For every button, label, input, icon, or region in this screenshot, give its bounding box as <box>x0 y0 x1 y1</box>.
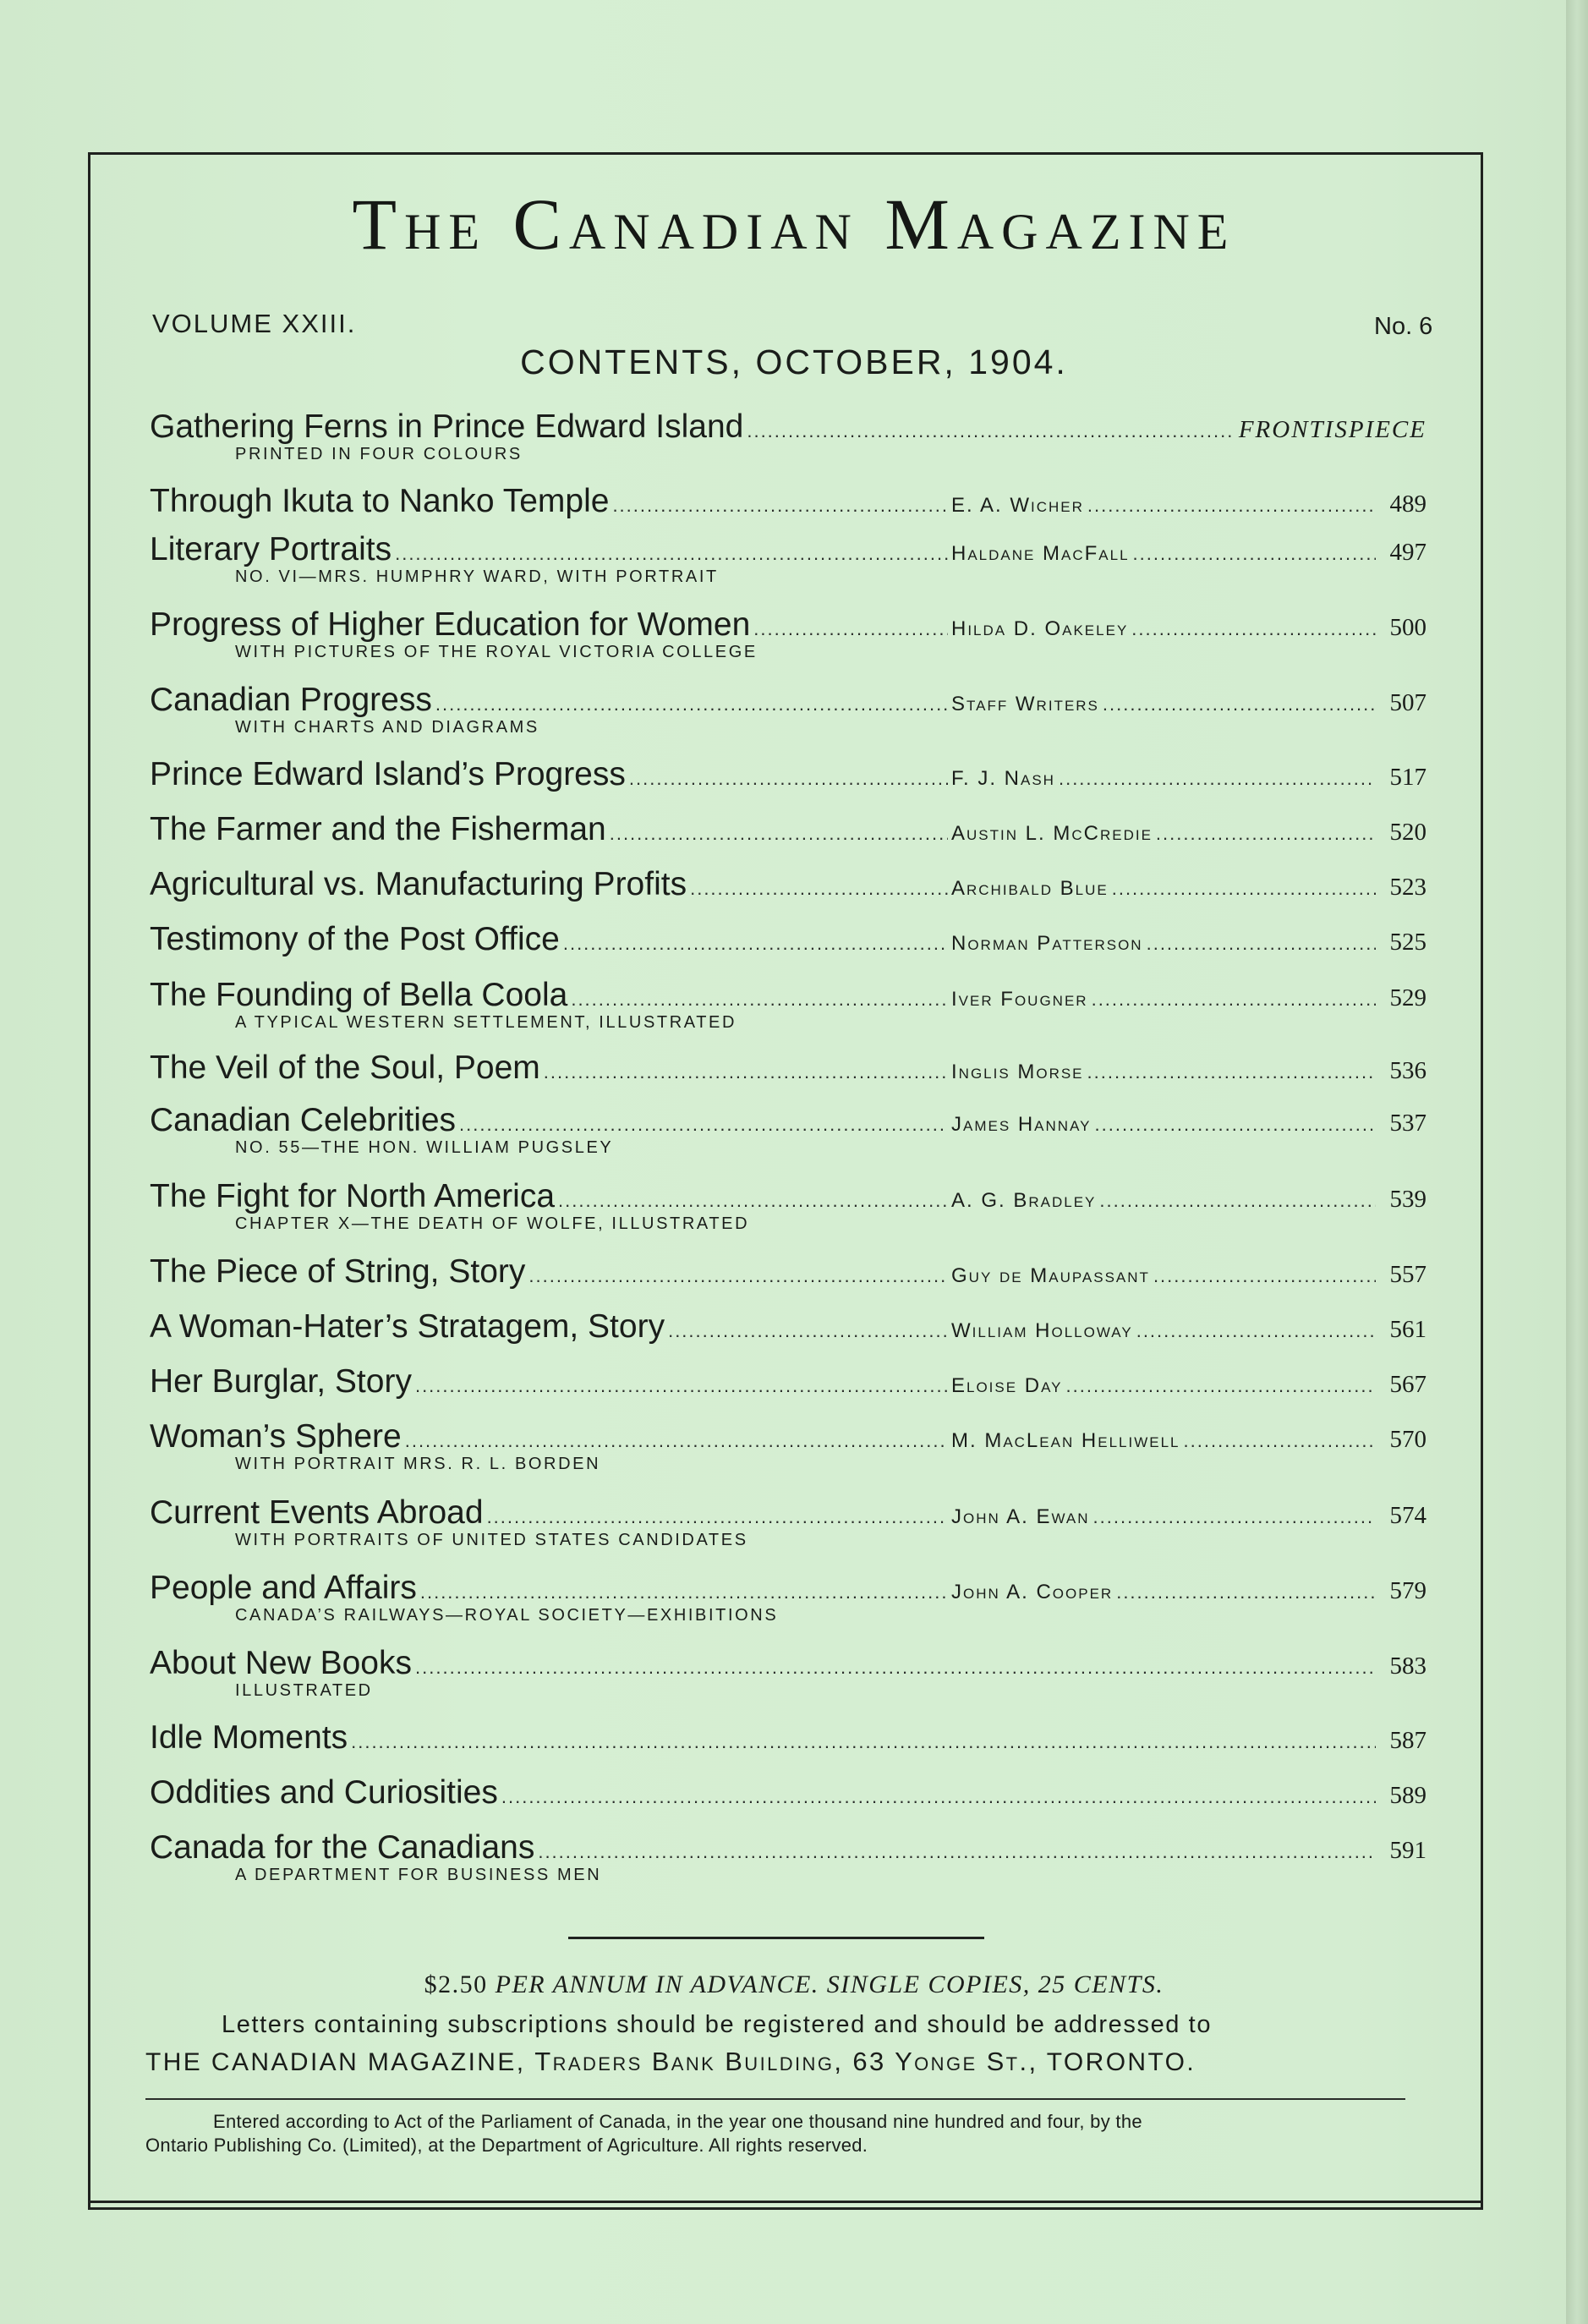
toc-entry <box>0 810 1588 861</box>
toc-row <box>150 681 1426 720</box>
toc-entry <box>0 1773 1588 1824</box>
page-number: 520 <box>1389 819 1426 846</box>
toc-row <box>150 1417 1426 1456</box>
toc-entry <box>0 1569 1588 1625</box>
toc-entry <box>0 408 1588 463</box>
toc-row <box>150 810 1426 849</box>
page-number: 525 <box>1389 929 1426 956</box>
leader-dots <box>1184 1430 1376 1452</box>
toc-entry <box>0 1417 1588 1473</box>
article-title: Canada for the Canadians <box>150 1829 535 1866</box>
toc-entry <box>0 976 1588 1032</box>
price-amount: $2.50 <box>424 1970 488 1998</box>
leader-dots <box>563 933 948 955</box>
article-subtitle: A DEPARTMENT FOR BUSINESS MEN <box>235 1866 602 1884</box>
article-title: Woman’s Sphere <box>150 1418 402 1455</box>
toc-row <box>150 1773 1426 1812</box>
leader-dots <box>1087 1061 1376 1083</box>
toc-entry <box>0 1177 1588 1233</box>
leader-dots <box>747 420 1235 442</box>
leader-dots <box>690 878 948 900</box>
page-number: 500 <box>1389 614 1426 641</box>
page-number: 539 <box>1389 1186 1426 1213</box>
leader-dots <box>571 989 948 1011</box>
article-author: Guy de Maupassant <box>951 1264 1150 1287</box>
leader-dots <box>435 693 948 715</box>
article-subtitle: NO. VI—MRS. HUMPHRY WARD, WITH PORTRAIT <box>235 567 719 586</box>
leader-dots <box>405 1430 948 1452</box>
leader-dots <box>668 1320 948 1342</box>
article-author: Haldane MacFall <box>951 542 1130 565</box>
article-title: Literary Portraits <box>150 531 392 567</box>
article-author: Norman Patterson <box>951 932 1143 955</box>
leader-dots <box>610 823 948 845</box>
price-terms: PER ANNUM IN ADVANCE. SINGLE COPIES, 25 CENTS. <box>495 1970 1164 1998</box>
toc-row <box>150 976 1426 1015</box>
toc-entry <box>0 681 1588 737</box>
frame-double-rule <box>88 2201 1483 2203</box>
article-title: Prince Edward Island’s Progress <box>150 756 626 792</box>
leader-dots <box>501 1786 1376 1808</box>
issue-number: No. 6 <box>1374 313 1433 340</box>
leader-dots <box>420 1581 948 1603</box>
article-author: Austin L. McCredie <box>951 822 1153 845</box>
article-subtitle: PRINTED IN FOUR COLOURS <box>235 445 523 463</box>
contents-heading: CONTENTS, OCTOBER, 1904. <box>520 343 1068 381</box>
article-subtitle: NO. 55—THE HON. WILLIAM PUGSLEY <box>235 1138 614 1157</box>
toc-entry <box>0 482 1588 533</box>
toc-row <box>150 606 1426 644</box>
page-number: 557 <box>1389 1261 1426 1288</box>
article-title: Agricultural vs. Manufacturing Profits <box>150 866 687 902</box>
toc-entry <box>0 1644 1588 1700</box>
article-author: Eloise Day <box>951 1374 1063 1397</box>
leader-dots <box>753 618 948 640</box>
article-title: Progress of Higher Education for Women <box>150 606 751 643</box>
leader-dots <box>544 1061 948 1083</box>
article-title: Testimony of the Post Office <box>150 921 560 957</box>
toc-row <box>150 1494 1426 1532</box>
toc-entry <box>0 1828 1588 1884</box>
leader-dots <box>1095 1114 1377 1136</box>
toc-row <box>150 1644 1426 1683</box>
article-author: Iver Fougner <box>951 988 1088 1011</box>
toc-entry <box>0 1718 1588 1769</box>
leader-dots <box>395 543 948 565</box>
page-number: 579 <box>1389 1577 1426 1604</box>
copyright-line-2: Ontario Publishing Co. (Limited), at the Department of Agriculture. All rights reserved. <box>145 2135 868 2156</box>
article-author: Inglis Morse <box>951 1061 1084 1083</box>
city: TORONTO. <box>1046 2048 1196 2076</box>
toc-entry <box>0 1252 1588 1303</box>
toc-entry <box>0 755 1588 806</box>
leader-dots <box>415 1375 948 1397</box>
page-number: 497 <box>1389 539 1426 566</box>
article-title: Idle Moments <box>150 1719 348 1756</box>
article-author: Staff Writers <box>951 693 1099 715</box>
page-number: 507 <box>1389 689 1426 716</box>
article-subtitle: WITH CHARTS AND DIAGRAMS <box>235 718 539 737</box>
magazine-name: THE CANADIAN MAGAZINE, <box>145 2048 526 2076</box>
article-title: Canadian Celebrities <box>150 1102 457 1138</box>
leader-dots <box>1103 693 1376 715</box>
article-title: The Farmer and the Fisherman <box>150 811 606 847</box>
toc-row <box>150 1828 1426 1867</box>
article-title: Canadian Progress <box>150 682 432 718</box>
page-number: 591 <box>1389 1837 1426 1864</box>
leader-dots <box>351 1731 1376 1753</box>
page-number: 489 <box>1389 491 1426 518</box>
toc-entry <box>0 1049 1588 1099</box>
leader-dots <box>558 1190 948 1212</box>
page-number: 537 <box>1389 1110 1426 1137</box>
copyright-line-1: Entered according to Act of the Parliament of Canada, in the year one thousand nine hundred and four, by the <box>213 2111 1142 2132</box>
article-title: Gathering Ferns in Prince Edward Island <box>150 408 744 445</box>
article-author: M. MacLean Helliwell <box>951 1429 1180 1452</box>
mailing-address <box>145 2047 1196 2077</box>
leader-dots <box>629 768 948 790</box>
leader-dots <box>1093 1506 1376 1528</box>
article-title: Her Burglar, Story <box>150 1363 412 1400</box>
frontispiece-label: FRONTISPIECE <box>1238 416 1426 443</box>
leader-dots <box>415 1657 1376 1679</box>
article-title: The Fight for North America <box>150 1178 556 1214</box>
article-author: Archibald Blue <box>951 877 1109 900</box>
leader-dots <box>1092 989 1376 1011</box>
toc-entry <box>0 865 1588 916</box>
article-title: The Piece of String, Story <box>150 1253 526 1290</box>
leader-dots <box>1066 1375 1376 1397</box>
page-number: 561 <box>1389 1316 1426 1343</box>
toc-entry <box>0 1362 1588 1413</box>
leader-dots <box>1099 1190 1376 1212</box>
leader-dots <box>612 495 948 517</box>
toc-row <box>150 1569 1426 1608</box>
page-number: 517 <box>1389 764 1426 791</box>
article-title: Through Ikuta to Nanko Temple <box>150 483 610 519</box>
magazine-title: The Canadian Magazine <box>352 184 1236 265</box>
article-subtitle: A TYPICAL WESTERN SETTLEMENT, ILLUSTRATED <box>235 1013 737 1032</box>
leader-dots <box>1087 495 1376 517</box>
article-title: The Veil of the Soul, Poem <box>150 1050 540 1086</box>
toc-row <box>150 408 1426 447</box>
page-number: 567 <box>1389 1371 1426 1398</box>
article-author: William Holloway <box>951 1319 1133 1342</box>
article-subtitle: WITH PICTURES OF THE ROYAL VICTORIA COLLEGE <box>235 643 758 661</box>
article-title: The Founding of Bella Coola <box>150 977 568 1013</box>
toc-row <box>150 755 1426 794</box>
leader-dots <box>1131 618 1376 640</box>
article-title: Oddities and Curiosities <box>150 1774 498 1811</box>
toc-row <box>150 482 1426 521</box>
toc-row <box>150 1177 1426 1216</box>
page-number: 574 <box>1389 1502 1426 1529</box>
page-number: 589 <box>1389 1782 1426 1809</box>
toc-row <box>150 1362 1426 1401</box>
toc-row <box>150 1049 1426 1088</box>
toc-row <box>150 920 1426 959</box>
leader-dots <box>487 1506 948 1528</box>
volume-label: VOLUME XXIII. <box>152 309 357 338</box>
article-subtitle: CHAPTER X—THE DEATH OF WOLFE, ILLUSTRATED <box>235 1214 750 1233</box>
article-author: James Hannay <box>951 1113 1092 1136</box>
leader-dots <box>459 1114 948 1136</box>
article-author: A. G. Bradley <box>951 1189 1097 1212</box>
article-author: F. J. Nash <box>951 767 1055 790</box>
toc-entry <box>0 530 1588 586</box>
article-subtitle: WITH PORTRAIT MRS. R. L. BORDEN <box>235 1455 601 1473</box>
toc-entry <box>0 1101 1588 1157</box>
article-title: People and Affairs <box>150 1570 417 1606</box>
page-number: 583 <box>1389 1653 1426 1680</box>
leader-dots <box>1116 1581 1376 1603</box>
toc-row <box>150 1101 1426 1140</box>
street-address: Traders Bank Building, 63 Yonge St., <box>534 2047 1038 2076</box>
leader-dots <box>1147 933 1376 955</box>
toc-entry <box>0 1494 1588 1549</box>
letters-instructions: Letters containing subscriptions should be registered and should be addressed to <box>222 2011 1213 2038</box>
page-number: 587 <box>1389 1727 1426 1754</box>
page-number: 529 <box>1389 984 1426 1011</box>
article-title: Current Events Abroad <box>150 1494 484 1531</box>
subscription-price <box>0 1970 1588 1999</box>
leader-dots <box>1133 543 1376 565</box>
article-author: John A. Cooper <box>951 1581 1114 1603</box>
leader-dots <box>1059 768 1376 790</box>
toc-row <box>150 1252 1426 1291</box>
toc-entry <box>0 606 1588 661</box>
footer-rule <box>145 2098 1405 2100</box>
article-author: John A. Ewan <box>951 1505 1090 1528</box>
article-title: A Woman-Hater’s Stratagem, Story <box>150 1308 665 1345</box>
article-author: E. A. Wicher <box>951 494 1084 517</box>
leader-dots <box>1156 823 1376 845</box>
toc-entry <box>0 1307 1588 1358</box>
leader-dots <box>528 1265 948 1287</box>
leader-dots <box>1136 1320 1376 1342</box>
leader-dots <box>538 1841 1376 1863</box>
page-number: 570 <box>1389 1426 1426 1453</box>
page-number: 536 <box>1389 1057 1426 1084</box>
article-title: About New Books <box>150 1645 413 1681</box>
page-number: 523 <box>1389 874 1426 901</box>
leader-dots <box>1153 1265 1376 1287</box>
article-subtitle: ILLUSTRATED <box>235 1681 373 1700</box>
toc-row <box>150 1718 1426 1757</box>
article-subtitle: CANADA’S RAILWAYS—ROYAL SOCIETY—EXHIBITIONS <box>235 1606 779 1625</box>
article-author: Hilda D. Oakeley <box>951 617 1129 640</box>
toc-entry <box>0 920 1588 971</box>
toc-row <box>150 865 1426 904</box>
article-subtitle: WITH PORTRAITS OF UNITED STATES CANDIDATES <box>235 1531 748 1549</box>
toc-row <box>150 530 1426 569</box>
section-divider <box>568 1937 984 1939</box>
toc-row <box>150 1307 1426 1346</box>
leader-dots <box>1112 878 1376 900</box>
